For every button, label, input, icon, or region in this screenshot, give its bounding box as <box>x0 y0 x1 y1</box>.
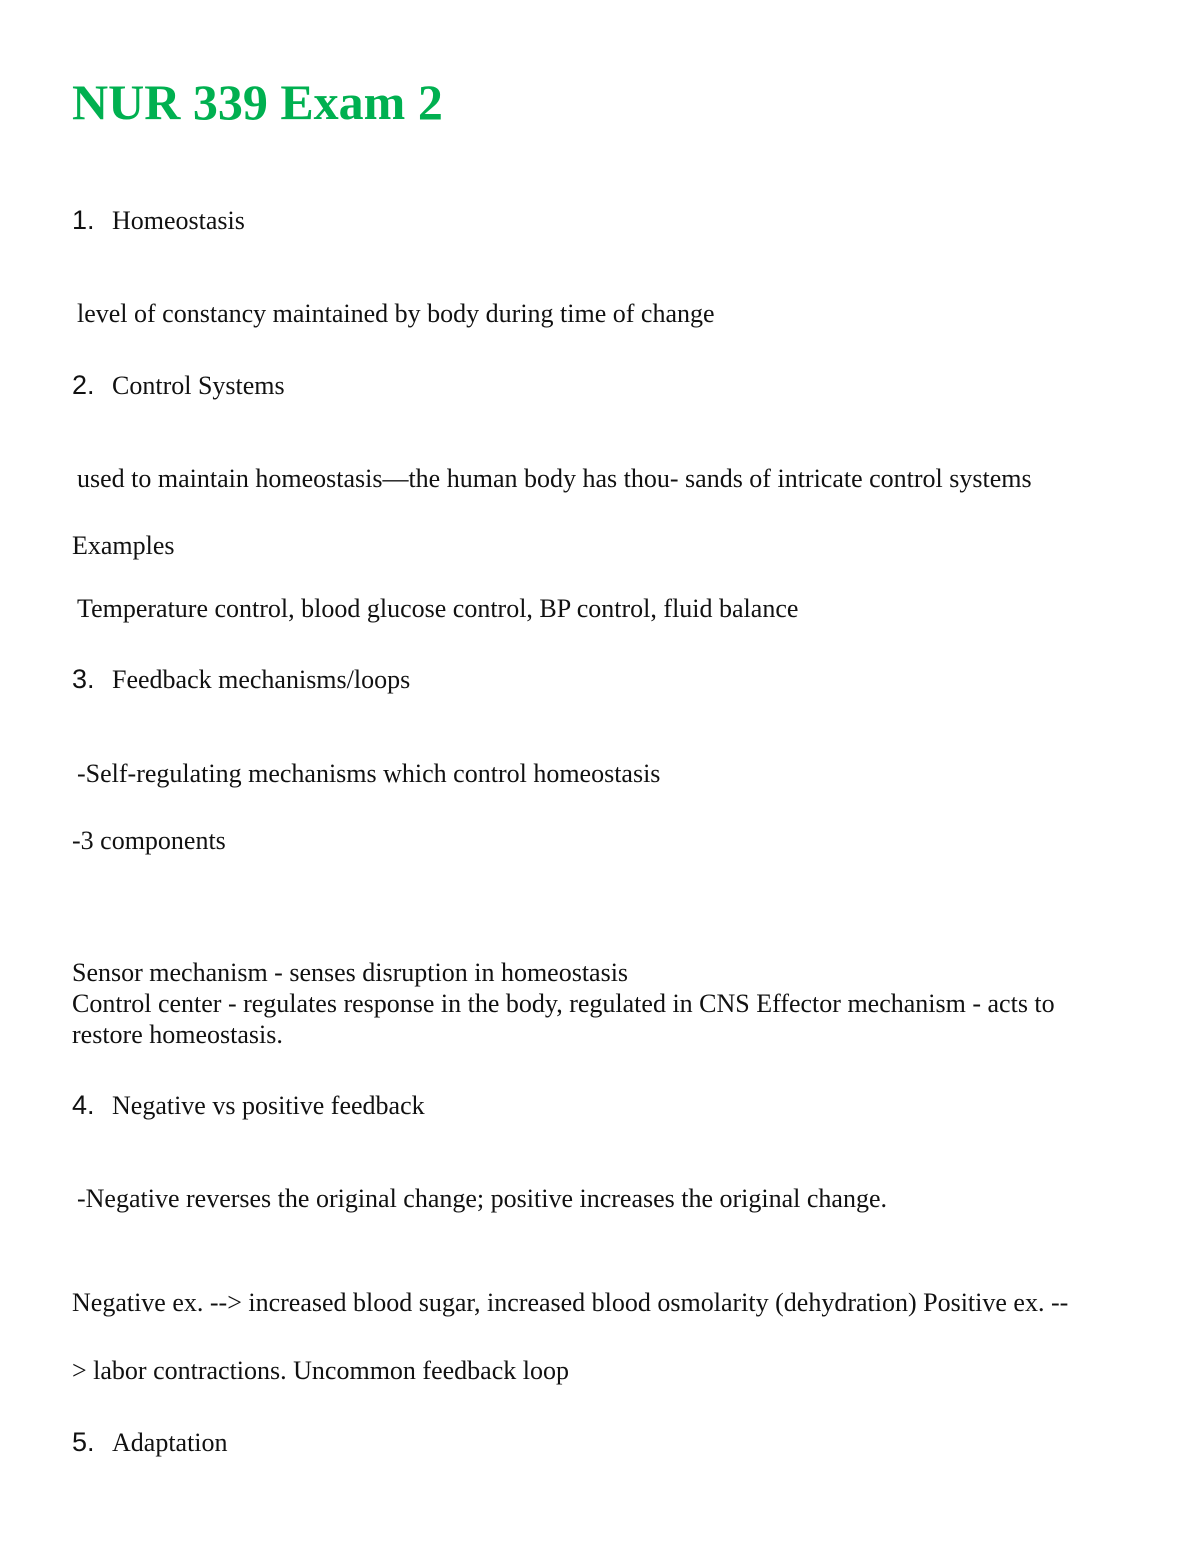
examples-text-continued: > labor contractions. Uncommon feedback loop <box>72 1356 569 1385</box>
section-title: Feedback mechanisms/loops <box>112 665 411 694</box>
component-line: Sensor mechanism - senses disruption in homeostasis <box>72 958 629 987</box>
section-heading <box>72 369 285 402</box>
section-heading <box>72 1426 228 1459</box>
section-number: 4. <box>72 1090 95 1120</box>
definition-text: -Negative reverses the original change; positive increases the original change. <box>77 1184 888 1213</box>
examples-text: Temperature control, blood glucose control, BP control, fluid balance <box>77 594 799 623</box>
section-number: 2. <box>72 370 95 400</box>
section-number: 1. <box>72 205 95 235</box>
section-heading <box>72 204 245 237</box>
section-title: Adaptation <box>112 1428 228 1457</box>
section-title: Negative vs positive feedback <box>112 1091 425 1120</box>
section-title: Homeostasis <box>112 206 245 235</box>
section-number: 3. <box>72 664 95 694</box>
section-heading <box>72 663 410 696</box>
components-block <box>72 957 1122 1050</box>
component-line: Control center - regulates response in the body, regulated in CNS Effector mechanism - acts to <box>72 989 1055 1018</box>
definition-text: used to maintain homeostasis—the human body has thou- sands of intricate control systems <box>77 464 1032 493</box>
definition-text: -Self-regulating mechanisms which control homeostasis <box>77 759 661 788</box>
definition-text: level of constancy maintained by body during time of change <box>77 299 715 328</box>
examples-label: Examples <box>72 531 175 560</box>
section-title: Control Systems <box>112 371 285 400</box>
component-line: restore homeostasis. <box>72 1020 283 1049</box>
components-label: -3 components <box>72 826 226 855</box>
document-title: NUR 339 Exam 2 <box>72 74 443 130</box>
section-heading <box>72 1089 425 1122</box>
section-number: 5. <box>72 1427 95 1457</box>
examples-text: Negative ex. --> increased blood sugar, increased blood osmolarity (dehydration) Positive ex. -- <box>72 1288 1069 1317</box>
